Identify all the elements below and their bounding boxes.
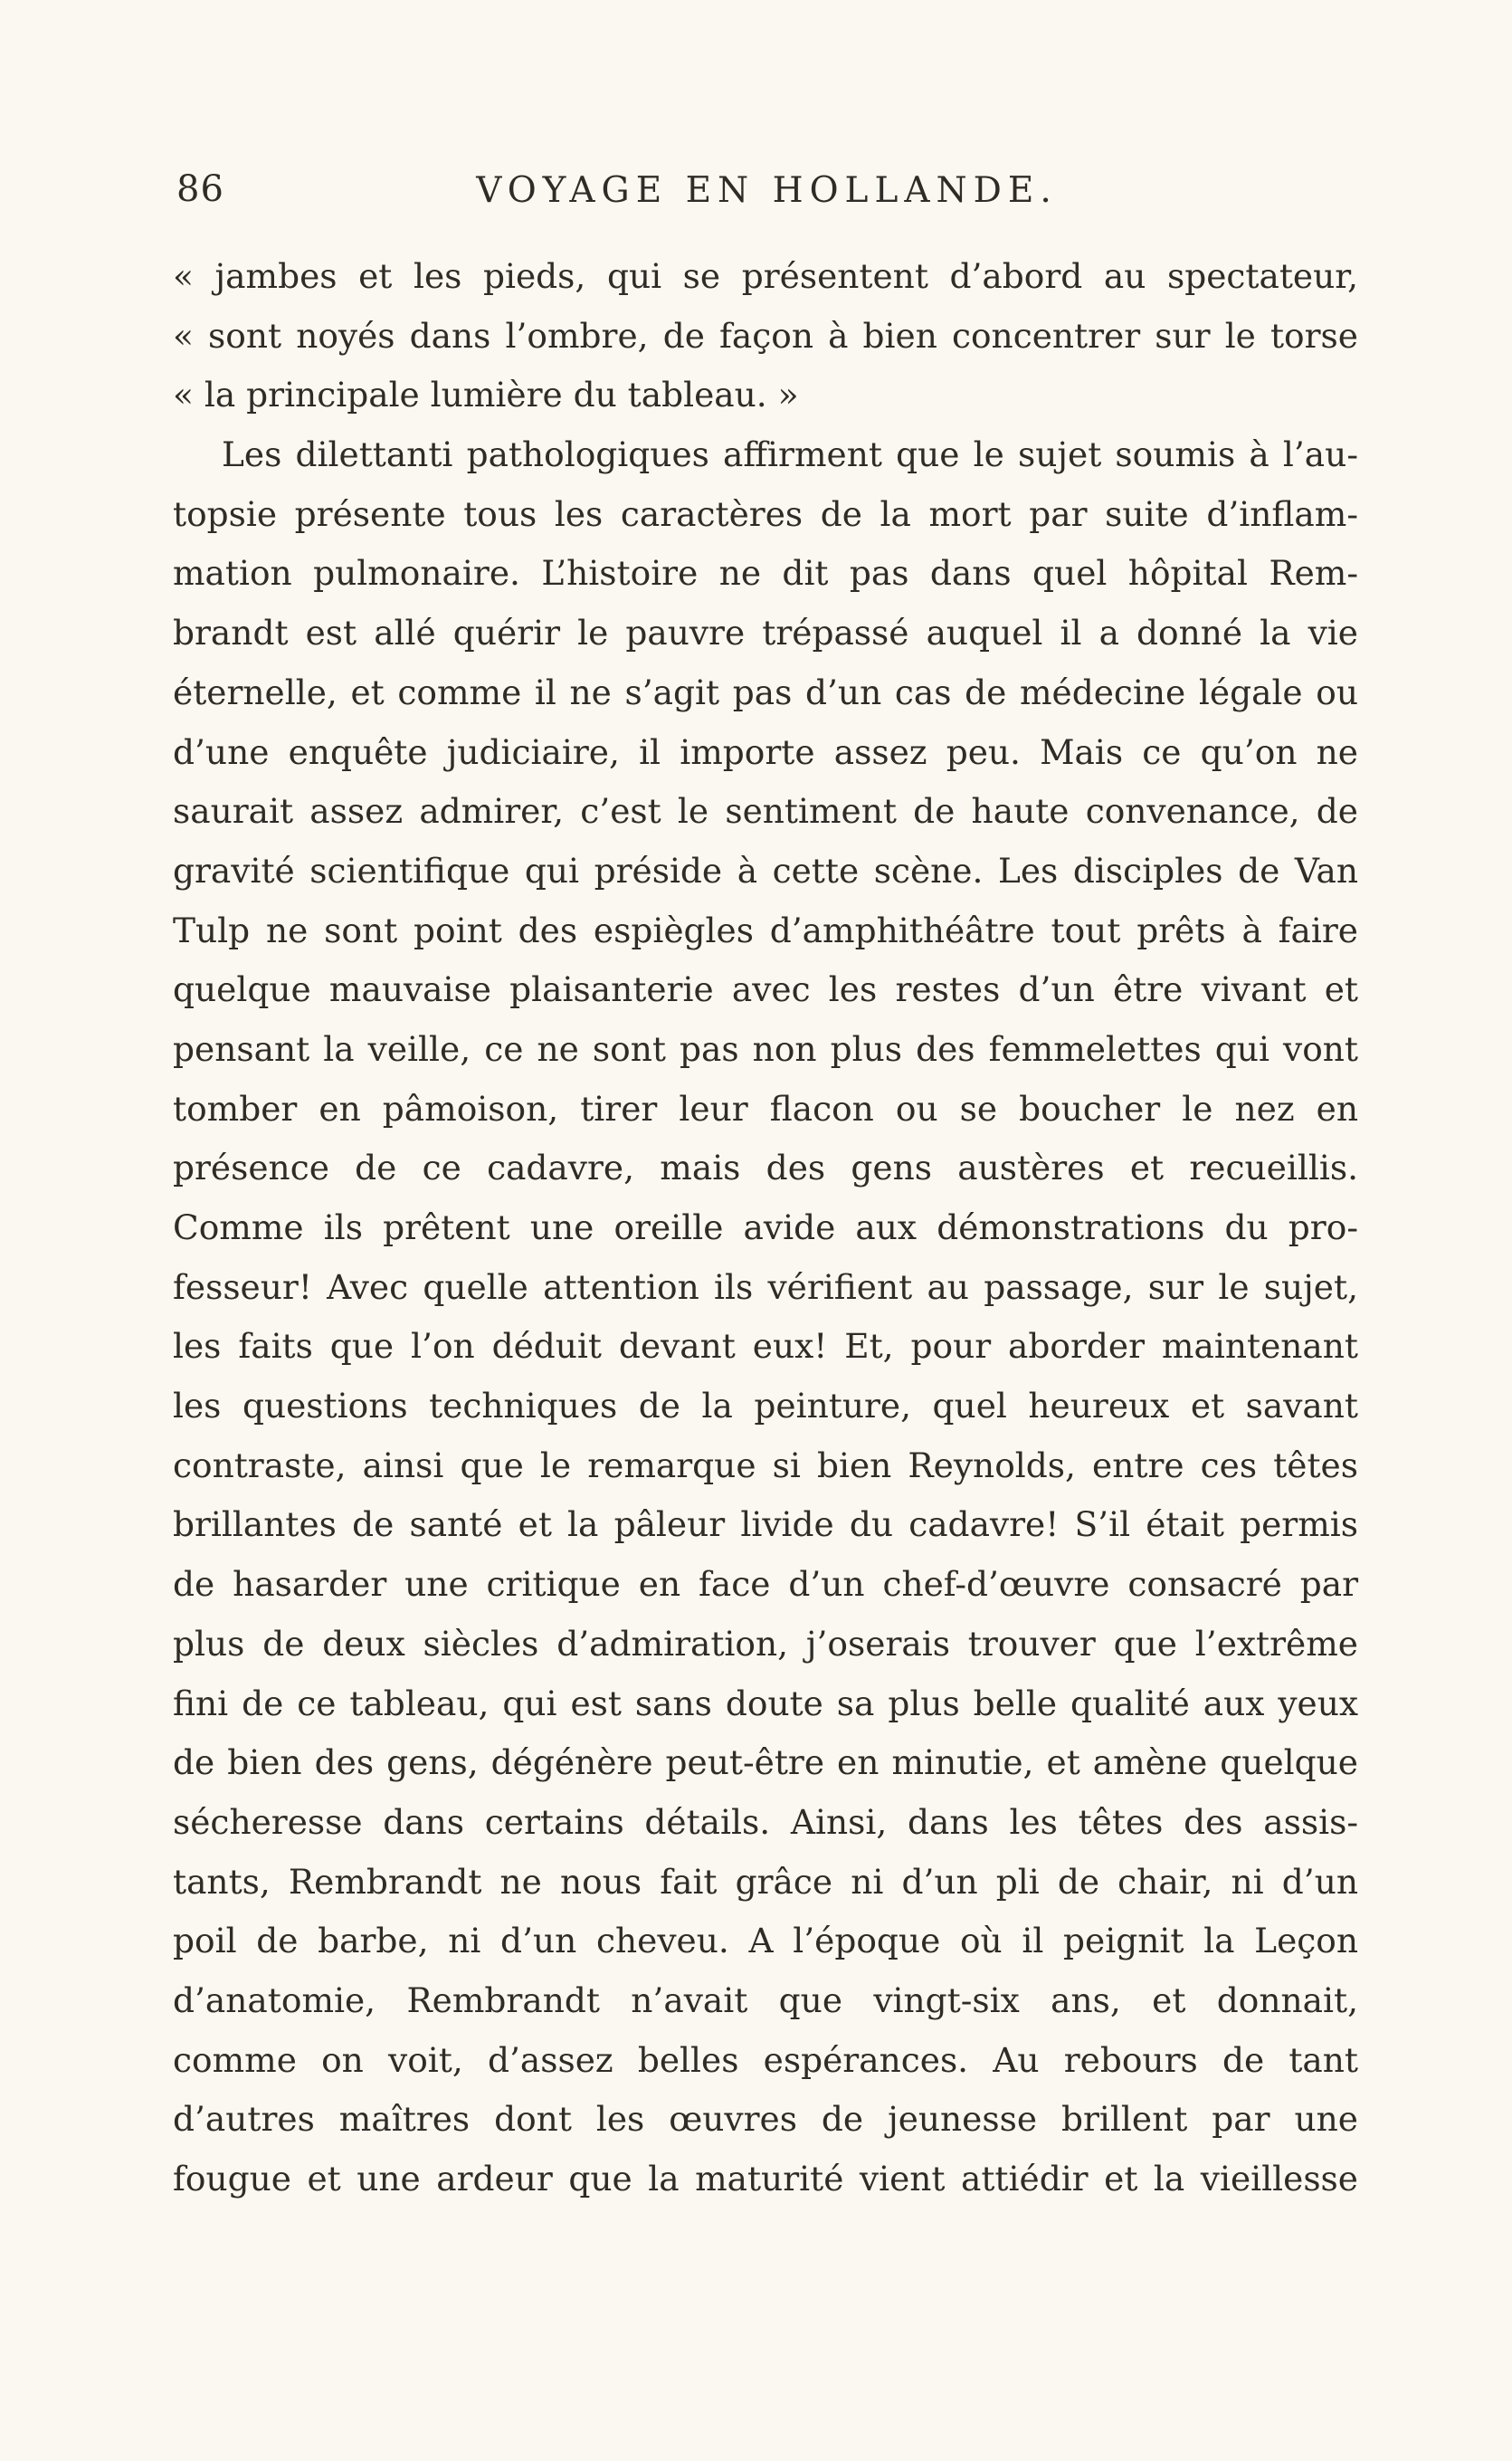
text-line-25: fini de ce tableau, qui est sans doute sa plus belle qualité aux yeux [173,1683,1358,1723]
text-line-30: d’anatomie, Rembrandt n’avait que vingt-six ans, et donnait, [173,1979,1358,2020]
page-header [176,168,1357,223]
text-line-11: gravité scientifique qui préside à cette scène. Les disciples de Van [173,850,1358,891]
text-line-5: topsie présente tous les caractères de la mort par suite d’inflam- [173,493,1358,534]
text-line-8: éternelle, et comme il ne s’agit pas d’un cas de médecine légale ou [173,672,1358,712]
text-line-22: brillantes de santé et la pâleur livide du cadavre! S’il était permis [173,1504,1358,1545]
text-line-14: pensant la veille, ce ne sont pas non plus des femmelettes qui vont [173,1028,1358,1069]
text-line-6: mation pulmonaire. L’histoire ne dit pas dans quel hôpital Rem- [173,553,1358,594]
text-line-7: brandt est allé quérir le pauvre trépassé auquel il a donné la vie [173,613,1358,653]
text-line-1: « jambes et les pieds, qui se présentent d’abord au spectateur, [173,256,1358,296]
text-line-23: de hasarder une critique en face d’un chef-d’œuvre consacré par [173,1564,1358,1605]
text-line-10: saurait assez admirer, c’est le sentiment de haute convenance, de [173,791,1358,832]
text-line-32: d’autres maîtres dont les œuvres de jeunesse brillent par une [173,2099,1358,2140]
text-line-2: « sont noyés dans l’ombre, de façon à bien concentrer sur le torse [173,315,1358,356]
text-line-27: sécheresse dans certains détails. Ainsi, dans les têtes des assis- [173,1801,1358,1842]
page-number: 86 [176,168,224,210]
text-line-19: les faits que l’on déduit devant eux! Et, pour aborder maintenant [173,1326,1358,1367]
text-line-15: tomber en pâmoison, tirer leur flacon ou se boucher le nez en [173,1088,1358,1129]
text-line-31: comme on voit, d’assez belles espérances. Au rebours de tant [173,2039,1358,2080]
text-line-18: fesseur! Avec quelle attention ils vérifient au passage, sur le sujet, [173,1266,1358,1307]
text-line-16: présence de ce cadavre, mais des gens austères et recueillis. [173,1148,1358,1188]
text-line-20: les questions techniques de la peinture, quel heureux et savant [173,1386,1358,1426]
text-line-33: fougue et une ardeur que la maturité vient attiédir et la vieillesse [173,2159,1358,2199]
body-text [173,247,1358,2209]
text-line-21: contraste, ainsi que le remarque si bien Reynolds, entre ces têtes [173,1445,1358,1485]
text-line-29: poil de barbe, ni d’un cheveu. A l’époque où il peignit la Leçon [173,1921,1358,1961]
text-line-28: tants, Rembrandt ne nous fait grâce ni d’un pli de chair, ni d’un [173,1861,1358,1902]
text-line-4: Les dilettanti pathologiques affirment que le sujet soumis à l’au- [222,434,1358,475]
text-line-26: de bien des gens, dégénère peut-être en minutie, et amène quelque [173,1742,1358,1783]
text-line-17: Comme ils prêtent une oreille avide aux démonstrations du pro- [173,1207,1358,1247]
text-line-9: d’une enquête judiciaire, il importe assez peu. Mais ce qu’on ne [173,731,1358,772]
text-line-12: Tulp ne sont point des espiègles d’amphithéâtre tout prêts à faire [173,910,1358,950]
text-line-3: « la principale lumière du tableau. » [173,375,799,415]
text-line-13: quelque mauvaise plaisanterie avec les restes d’un être vivant et [173,969,1358,1010]
running-title: VOYAGE EN HOLLANDE. [476,170,1058,211]
text-line-24: plus de deux siècles d’admiration, j’oserais trouver que l’extrême [173,1623,1358,1664]
